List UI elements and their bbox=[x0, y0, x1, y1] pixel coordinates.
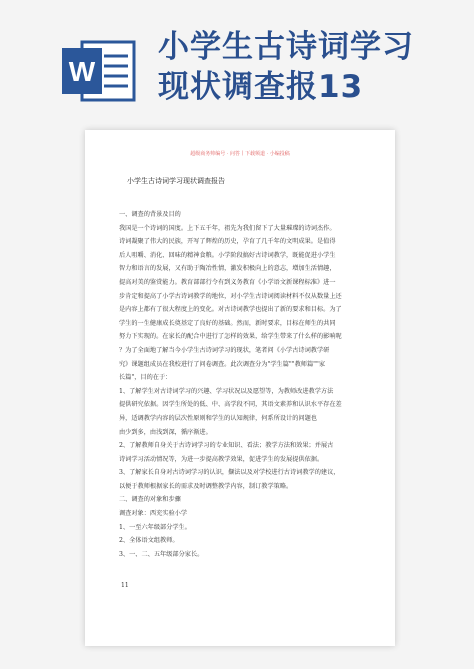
header-note: 超级商务帅编号 · 问答丨下载频道 · 小编投稿 bbox=[190, 151, 290, 157]
document-heading: 小学生古诗词学习现状调查报告 bbox=[127, 177, 225, 185]
page-title-line-2: 现状调查报13 bbox=[158, 69, 364, 105]
body-line: 诗词凝聚了伟大的民族，开写了辉煌的历史，孕育了几千年的文明成果。是值得 bbox=[119, 238, 336, 246]
body-line: 诗词学习活动情况等，为进一步提高教学效果，促进学生的发展提供依据。 bbox=[119, 455, 324, 463]
body-line: 异，适调教学内容的层次性原则和学生的认知规律，何系所设计的问题也 bbox=[119, 414, 317, 422]
body-line: 究》课题组成员在我校进行了问卷调查。此次调查分为"学生篇""教师篇""家 bbox=[119, 360, 326, 368]
svg-text:W: W bbox=[68, 56, 96, 87]
body-line: 3、一、二、五年级部分家长。 bbox=[119, 550, 204, 558]
body-line: 以便于教师根据家长的需求及时调整教学内容，制订教学策略。 bbox=[119, 482, 293, 490]
body-line: 调查对象：西充实验小学 bbox=[119, 510, 188, 518]
body-line: ？为了全面地了解当今小学生古诗词学习的现状，笔者问《小学古诗词教学研 bbox=[119, 346, 330, 354]
document-page bbox=[85, 130, 395, 646]
page-title-line-1: 小学生古诗词学习 bbox=[158, 29, 414, 65]
body-line: 提高对美的鉴赏能力。教育部部行令有到义务教育《小学语文新课程标准》进一 bbox=[119, 278, 336, 286]
body-line: 1、了解学生对古诗词学习的兴趣、学习状况以及愿望等，为教师改进教学方法 bbox=[119, 387, 334, 395]
body-line: 我国是一个诗词的国度。上下五千年，祖先为我们留下了大量璀璨的诗词杰作。 bbox=[119, 224, 336, 232]
body-line: 一、调查的背景及目的 bbox=[119, 211, 181, 218]
body-line: 3、了解家长自身对古诗词学习的认识，撷法以及对学校进行古诗词教学的建议， bbox=[119, 469, 340, 477]
body-line: 后人咀嚼、消化、回味的精神食粮。小学阶段搞好古诗词教学，既能促进小学生 bbox=[119, 251, 336, 259]
body-line: 是内容上都有了很大程度上的变化。对古诗词教学也提出了新的要求和目标。为了 bbox=[119, 306, 342, 314]
body-line: 二、调查的对象和步骤 bbox=[119, 496, 181, 504]
page-number: 11 bbox=[121, 582, 129, 589]
banner bbox=[0, 0, 474, 118]
body-line: 由少到多，由浅到深，循序渐进。 bbox=[119, 428, 212, 436]
body-line: 1、一至六年级部分学生。 bbox=[119, 523, 191, 531]
word-document-icon bbox=[60, 38, 136, 104]
body-line: 2、了解教师自身关于古诗词学习的专业知识、看法；教学方法和效果；并展古 bbox=[119, 442, 334, 450]
body-line: 2、全体语文组教师。 bbox=[119, 537, 179, 545]
body-line: 学生的一生健康成长奠基定了良好的基础。然而，新时要求，目标在师生的共同 bbox=[119, 319, 336, 327]
body-line: 努力下实现的。在家长的配合中进行了怎样的效果，给学生带来了什么样的影响呢 bbox=[119, 333, 342, 341]
body-line: 长篇"，目的在于： bbox=[119, 374, 172, 382]
body-line: 智力和语言的发展，又有助于陶冶性情，激发积极向上的意志，增加生活情趣， bbox=[119, 265, 336, 273]
body-line: 提供研究依据。因学生所处的低、中、高学段不同，其语文素养和认识水平存在差 bbox=[119, 401, 342, 409]
body-line: 步肯定和提高了小学古诗词教学的地位，对小学生古诗词阅读材料不仅从数量上还 bbox=[119, 292, 342, 300]
document-body bbox=[119, 208, 371, 561]
